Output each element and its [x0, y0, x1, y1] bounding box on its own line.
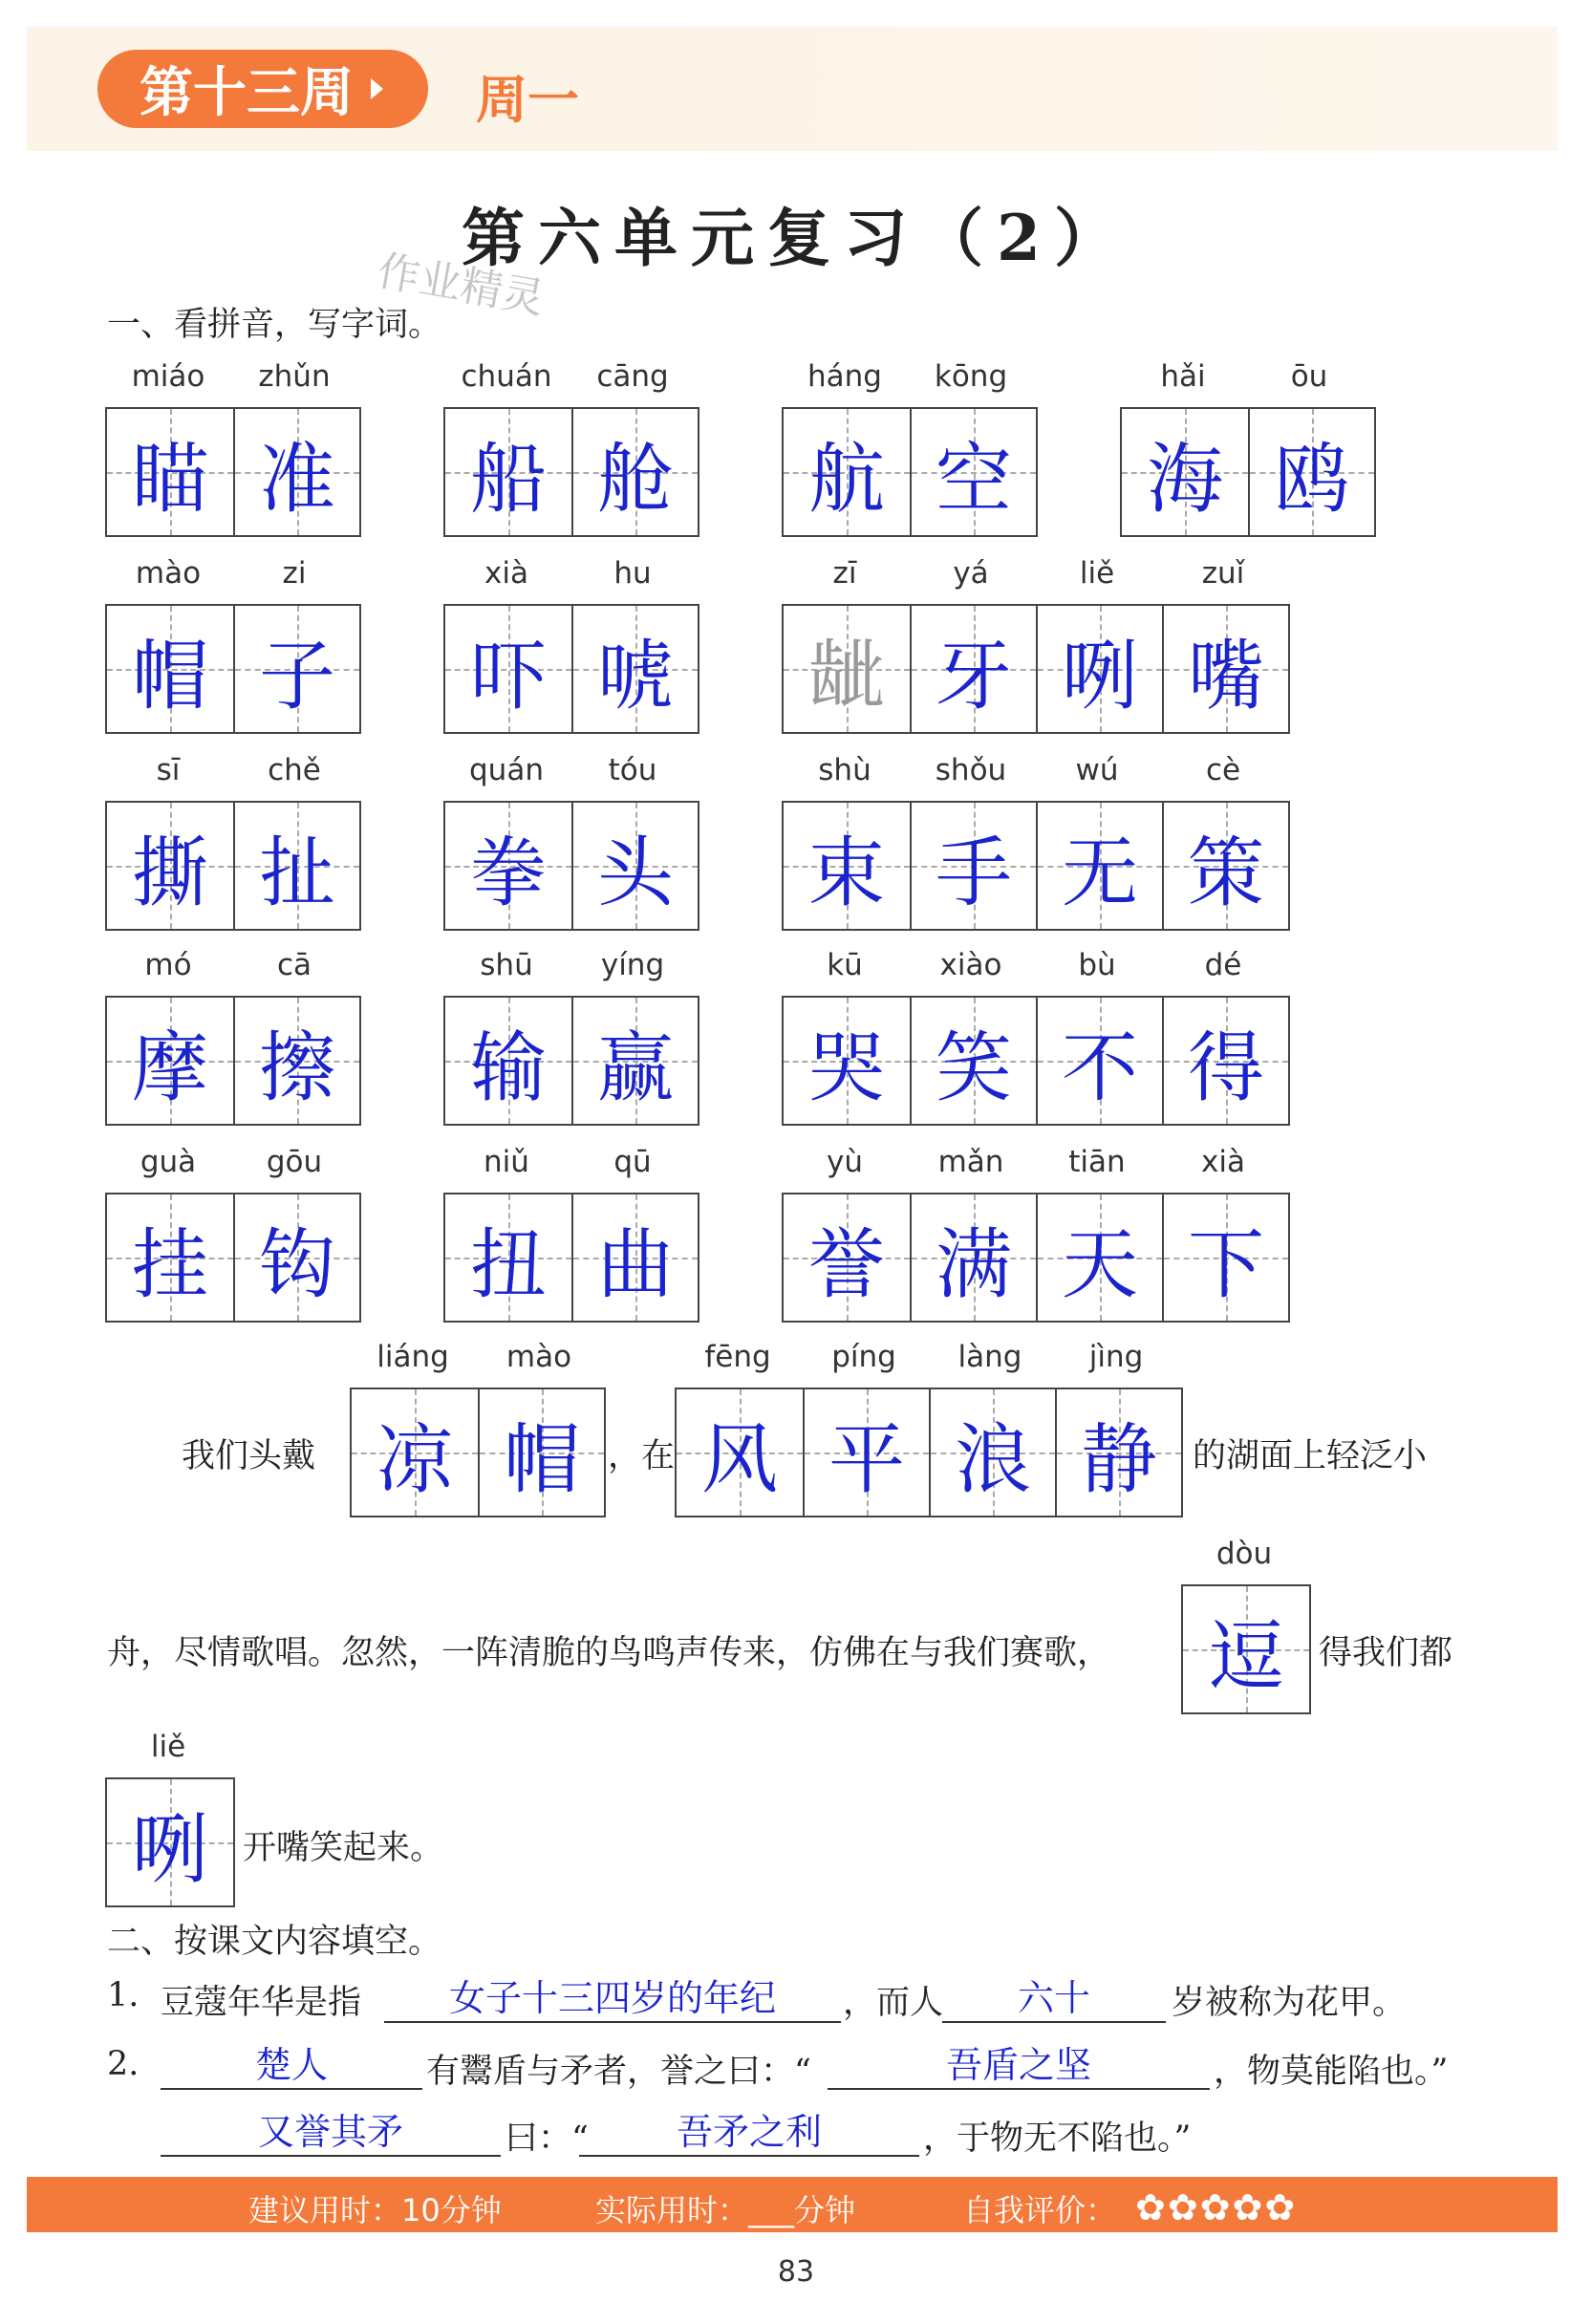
pinyin-row — [443, 359, 696, 394]
grid-cell[interactable] — [107, 606, 233, 732]
question-2-text-a: 有鬻盾与矛者，誉之曰：“ — [426, 2053, 811, 2091]
written-character: 唬 — [597, 631, 674, 721]
written-character: 瞄 — [132, 434, 208, 524]
written-character: 手 — [936, 828, 1012, 917]
page-title: 第六单元复习（2） — [462, 201, 1130, 275]
written-character: 风 — [701, 1414, 778, 1504]
grid-cell[interactable] — [445, 803, 571, 929]
written-character: 束 — [808, 828, 885, 917]
grid-cell[interactable] — [571, 409, 698, 535]
pinyin-row — [105, 359, 357, 394]
grid-cell[interactable] — [803, 1389, 929, 1516]
grid-cell[interactable] — [233, 803, 359, 929]
grid-cell[interactable] — [910, 409, 1036, 535]
section-2-title: 二、按课文内容填空。 — [107, 1923, 442, 1961]
writing-grid — [782, 407, 1038, 537]
pinyin-label: chuán — [461, 359, 552, 394]
written-character: 帽 — [504, 1414, 580, 1504]
writing-grid — [350, 1388, 606, 1517]
pinyin-row — [443, 1145, 696, 1179]
grid-cell[interactable] — [910, 803, 1036, 929]
pinyin-row — [443, 753, 696, 787]
pinyin-label: mào — [506, 1340, 572, 1374]
written-character: 凉 — [376, 1414, 453, 1504]
grid-cell[interactable] — [784, 409, 910, 535]
pinyin-label: ōu — [1290, 359, 1328, 394]
pinyin-label: hǎi — [1160, 359, 1206, 394]
written-character: 嘴 — [1188, 631, 1264, 721]
written-character: 鸥 — [1274, 434, 1350, 524]
written-character: 龇 — [808, 631, 885, 721]
writing-grid — [782, 996, 1290, 1126]
question-2-text-b: ，物莫能陷也。” — [1214, 2053, 1449, 2091]
grid-cell[interactable] — [107, 1194, 233, 1321]
grid-cell[interactable] — [571, 1194, 698, 1321]
question-1-text-b: ，而人 — [843, 1984, 944, 2022]
pinyin-label: dé — [1204, 948, 1242, 982]
grid-cell[interactable] — [1162, 1194, 1288, 1321]
writing-grid — [105, 1193, 361, 1323]
written-character: 誉 — [808, 1219, 885, 1309]
self-rating-label: 自我评价： — [963, 2192, 1117, 2228]
grid-cell[interactable] — [107, 409, 233, 535]
writing-grid — [105, 1777, 235, 1907]
grid-cell[interactable] — [571, 998, 698, 1124]
written-character: 哭 — [808, 1022, 885, 1112]
pinyin-label: liě — [1079, 556, 1115, 591]
question-2-text-d: ，于物无不陷也。” — [923, 2120, 1192, 2158]
question-2-answer-1: 楚人 — [161, 2035, 422, 2090]
pinyin-label: cāng — [596, 359, 669, 394]
pinyin-label: zuǐ — [1201, 556, 1245, 591]
pinyin-label: jìng — [1088, 1340, 1144, 1374]
question-2-answer-3: 又誉其矛 — [161, 2102, 501, 2157]
writing-grid — [1120, 407, 1376, 537]
pinyin-label: liě — [150, 1730, 186, 1764]
pinyin-label: làng — [957, 1340, 1022, 1374]
pinyin-label: dòu — [1216, 1537, 1273, 1571]
written-character: 船 — [470, 434, 547, 524]
pinyin-label: xià — [484, 556, 528, 591]
written-character: 扯 — [259, 828, 335, 917]
footer-bar — [27, 2177, 1558, 2232]
grid-cell[interactable] — [910, 1194, 1036, 1321]
grid-cell[interactable] — [1162, 998, 1288, 1124]
grid-cell[interactable] — [677, 1389, 803, 1516]
writing-grid — [105, 801, 361, 931]
question-1-text-c: 岁被称为花甲。 — [1172, 1984, 1407, 2022]
pinyin-label: wú — [1075, 753, 1119, 787]
pinyin-label: kōng — [934, 359, 1008, 394]
written-character: 摩 — [132, 1022, 208, 1112]
pinyin-label: cè — [1205, 753, 1241, 787]
pinyin-label: tiān — [1068, 1145, 1126, 1179]
pinyin-label: fēng — [704, 1340, 771, 1374]
written-character: 不 — [1062, 1022, 1138, 1112]
pinyin-row — [105, 1730, 231, 1764]
writing-grid — [675, 1388, 1183, 1517]
pinyin-label: qū — [613, 1145, 652, 1179]
grid-cell[interactable] — [1162, 803, 1288, 929]
written-character: 赢 — [597, 1022, 674, 1112]
pinyin-label: zi — [282, 556, 307, 591]
pinyin-label: cā — [276, 948, 312, 982]
question-1-number: 1. — [107, 1976, 140, 2014]
writing-grid — [443, 1193, 699, 1323]
question-1-answer-1: 女子十三四岁的年纪 — [384, 1969, 841, 2023]
pinyin-label: yíng — [600, 948, 665, 982]
writing-grid — [443, 996, 699, 1126]
pinyin-label: mó — [144, 948, 192, 982]
written-character: 牙 — [936, 631, 1012, 721]
writing-grid — [105, 996, 361, 1126]
written-character: 浪 — [955, 1414, 1031, 1504]
pinyin-label: háng — [807, 359, 882, 394]
written-character: 笑 — [936, 1022, 1012, 1112]
pinyin-label: mǎn — [937, 1145, 1004, 1179]
grid-cell[interactable] — [1248, 409, 1374, 535]
pinyin-label: shū — [480, 948, 533, 982]
pinyin-label: hu — [613, 556, 652, 591]
pinyin-label: sī — [156, 753, 181, 787]
pinyin-row — [105, 948, 357, 982]
written-character: 扭 — [470, 1219, 547, 1309]
written-character: 静 — [1081, 1414, 1157, 1504]
written-character: 曲 — [597, 1219, 674, 1309]
arrow-right-icon — [371, 78, 383, 99]
written-character: 撕 — [132, 828, 208, 917]
pinyin-row — [782, 359, 1034, 394]
written-character: 输 — [470, 1022, 547, 1112]
pinyin-label: niǔ — [484, 1145, 529, 1179]
written-character: 得 — [1188, 1022, 1264, 1112]
grid-cell[interactable] — [571, 803, 698, 929]
grid-cell[interactable] — [910, 998, 1036, 1124]
pinyin-row — [675, 1340, 1179, 1374]
day-label: 周一 — [476, 70, 579, 130]
grid-cell[interactable] — [233, 606, 359, 732]
pinyin-row — [443, 556, 696, 591]
pinyin-row — [105, 556, 357, 591]
written-character: 钩 — [259, 1219, 335, 1309]
pinyin-label: zī — [832, 556, 857, 591]
written-character: 舱 — [597, 434, 674, 524]
pinyin-label: bù — [1078, 948, 1116, 982]
pinyin-label: miáo — [131, 359, 205, 394]
pinyin-label: guà — [140, 1145, 197, 1179]
passage-text: 开嘴笑起来。 — [243, 1829, 444, 1867]
grid-cell[interactable] — [233, 1194, 359, 1321]
passage-text: ，在 — [608, 1437, 676, 1475]
written-character: 航 — [808, 434, 885, 524]
pinyin-row — [1181, 1537, 1307, 1571]
pinyin-label: xiào — [939, 948, 1002, 982]
written-character: 帽 — [132, 631, 208, 721]
writing-grid — [1181, 1584, 1311, 1714]
written-character: 空 — [936, 434, 1012, 524]
grid-cell[interactable] — [107, 803, 233, 929]
writing-grid — [443, 801, 699, 931]
question-1-text-a: 豆蔻年华是指 — [161, 1984, 362, 2022]
pinyin-row — [105, 1145, 357, 1179]
grid-cell[interactable] — [233, 998, 359, 1124]
pinyin-label: mào — [135, 556, 202, 591]
pinyin-label: gōu — [266, 1145, 323, 1179]
grid-cell[interactable] — [1036, 803, 1162, 929]
pinyin-label: yá — [953, 556, 989, 591]
written-character: 下 — [1188, 1219, 1264, 1309]
pinyin-label: shù — [818, 753, 871, 787]
passage-text: 舟，尽情歌唱。忽然，一阵清脆的鸟鸣声传来，仿佛在与我们赛歌， — [107, 1634, 1111, 1672]
written-character: 头 — [597, 828, 674, 917]
writing-grid — [782, 801, 1290, 931]
written-character: 子 — [259, 631, 335, 721]
written-character: 挂 — [132, 1219, 208, 1309]
grid-cell[interactable] — [1036, 606, 1162, 732]
grid-cell[interactable] — [784, 606, 910, 732]
grid-cell[interactable] — [910, 606, 1036, 732]
written-character: 咧 — [132, 1804, 208, 1894]
passage-text: 的湖面上轻泛小 — [1193, 1437, 1428, 1475]
question-2-text-c: 曰：“ — [505, 2120, 589, 2158]
grid-cell[interactable] — [784, 998, 910, 1124]
pinyin-row — [350, 1340, 602, 1374]
pinyin-row — [782, 753, 1286, 787]
pinyin-row — [443, 948, 696, 982]
pinyin-label: zhǔn — [258, 359, 331, 394]
week-label: 第十三周 — [140, 62, 354, 124]
pinyin-label: píng — [831, 1340, 896, 1374]
written-character: 平 — [828, 1414, 905, 1504]
pinyin-row — [782, 556, 1286, 591]
pinyin-row — [1120, 359, 1372, 394]
grid-cell[interactable] — [1122, 409, 1248, 535]
written-character: 拳 — [470, 828, 547, 917]
grid-cell[interactable] — [478, 1389, 604, 1516]
writing-grid — [105, 407, 361, 537]
written-character: 无 — [1062, 828, 1138, 917]
passage-text: 得我们都 — [1319, 1634, 1453, 1672]
pinyin-row — [782, 948, 1286, 982]
rating-flowers-icon[interactable]: ✿✿✿✿✿ — [1135, 2186, 1298, 2228]
writing-grid — [782, 1193, 1290, 1323]
grid-cell[interactable] — [352, 1389, 478, 1516]
grid-cell[interactable] — [445, 998, 571, 1124]
written-character: 天 — [1062, 1219, 1138, 1309]
writing-grid — [443, 604, 699, 734]
question-2-answer-2: 吾盾之坚 — [828, 2035, 1210, 2090]
written-character: 咧 — [1062, 631, 1138, 721]
grid-cell[interactable] — [1036, 998, 1162, 1124]
section-1-title: 一、看拼音，写字词。 — [107, 306, 442, 344]
pinyin-label: chě — [268, 753, 321, 787]
watermark: 作业精灵 — [374, 247, 549, 324]
written-character: 策 — [1188, 828, 1264, 917]
written-character: 擦 — [259, 1022, 335, 1112]
question-1-answer-2: 六十 — [942, 1969, 1166, 2023]
passage-text: 我们头戴 — [182, 1437, 316, 1475]
pinyin-row — [782, 1145, 1286, 1179]
grid-cell[interactable] — [445, 1194, 571, 1321]
question-2-number: 2. — [107, 2045, 140, 2083]
question-2-answer-4: 吾矛之利 — [579, 2102, 919, 2157]
pinyin-label: kū — [827, 948, 863, 982]
grid-cell[interactable] — [1055, 1389, 1181, 1516]
writing-grid — [105, 604, 361, 734]
pinyin-label: xià — [1201, 1145, 1245, 1179]
suggested-time: 建议用时：10分钟 — [248, 2192, 502, 2228]
writing-grid — [782, 604, 1290, 734]
grid-cell[interactable] — [1183, 1586, 1309, 1712]
actual-time: 实际用时：___分钟 — [595, 2192, 856, 2228]
grid-cell[interactable] — [107, 1779, 233, 1905]
written-character: 海 — [1147, 434, 1223, 524]
grid-cell[interactable] — [1162, 606, 1288, 732]
grid-cell[interactable] — [1036, 1194, 1162, 1321]
grid-cell[interactable] — [784, 803, 910, 929]
grid-cell[interactable] — [233, 409, 359, 535]
pinyin-label: shǒu — [935, 753, 1007, 787]
pinyin-row — [105, 753, 357, 787]
written-character: 逗 — [1208, 1611, 1284, 1701]
grid-cell[interactable] — [445, 409, 571, 535]
writing-grid — [443, 407, 699, 537]
page-number: 83 — [777, 2255, 815, 2289]
grid-cell[interactable] — [929, 1389, 1055, 1516]
week-badge — [97, 50, 428, 128]
written-character: 准 — [259, 434, 335, 524]
pinyin-label: tóu — [608, 753, 657, 787]
grid-cell[interactable] — [107, 998, 233, 1124]
pinyin-label: liáng — [376, 1340, 449, 1374]
written-character: 吓 — [470, 631, 547, 721]
grid-cell[interactable] — [445, 606, 571, 732]
written-character: 满 — [936, 1219, 1012, 1309]
pinyin-label: yù — [827, 1145, 863, 1179]
grid-cell[interactable] — [571, 606, 698, 732]
pinyin-label: quán — [469, 753, 544, 787]
grid-cell[interactable] — [784, 1194, 910, 1321]
